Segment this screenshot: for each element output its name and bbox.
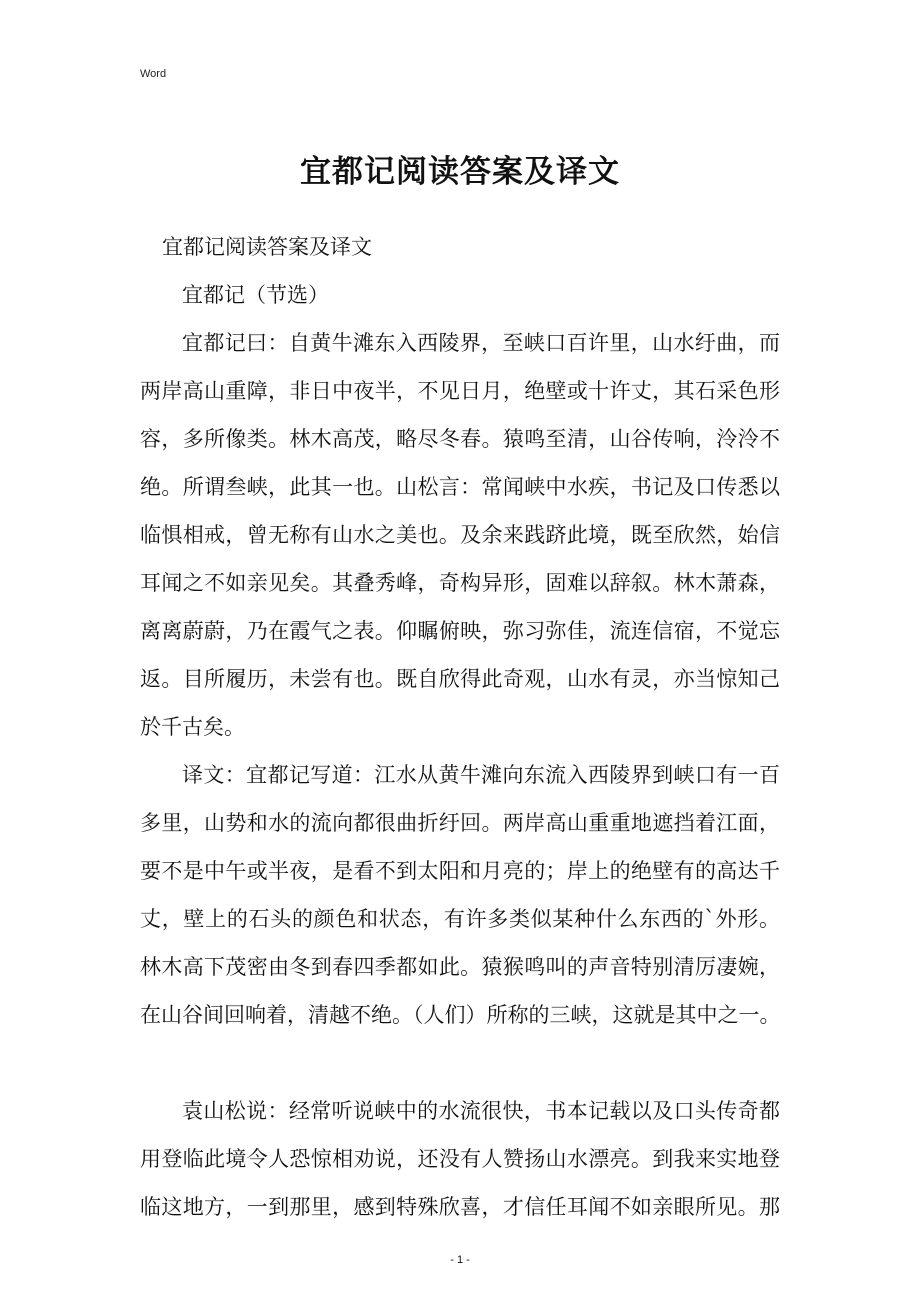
page-number: - 1 -: [450, 1254, 470, 1266]
paragraph-line: 临这地方，一到那里，感到特殊欣喜，才信任耳闻不如亲眼所见。那: [140, 1195, 780, 1219]
document-title: 宜都记阅读答案及译文: [300, 154, 620, 190]
paragraph-line: 耳闻之不如亲见矣。其叠秀峰，奇构异形，固难以辞叙。林木萧森，: [140, 571, 780, 595]
section-title: 宜都记（节选）: [182, 283, 329, 307]
paragraph-line: 多里，山势和水的流向都很曲折纡回。两岸高山重重地遮挡着江面，: [140, 811, 780, 835]
paragraph-line: 返。目所履历，未尝有也。既自欣得此奇观，山水有灵，亦当惊知己: [140, 667, 780, 691]
subtitle: 宜都记阅读答案及译文: [162, 235, 372, 259]
paragraph-line: 在山谷间回响着，清越不绝。（人们）所称的三峡，这就是其中之一。: [140, 1003, 781, 1027]
paragraph-line: 两岸高山重障，非日中夜半，不见日月，绝壁或十许丈，其石采色形: [140, 379, 780, 403]
page-header: Word: [140, 68, 167, 80]
paragraph-line: 离离蔚蔚，乃在霞气之表。仰瞩俯映，弥习弥佳，流连信宿，不觉忘: [140, 619, 780, 643]
paragraph-line: 宜都记曰：自黄牛滩东入西陵界，至峡口百许里，山水纡曲，而: [182, 331, 780, 355]
paragraph-line: 袁山松说：经常听说峡中的水流很快，书本记载以及口头传奇都: [182, 1099, 780, 1123]
paragraph-line: 临惧相戒，曾无称有山水之美也。及余来践跻此境，既至欣然，始信: [140, 523, 780, 547]
paragraph-line: 绝。所谓叁峡，此其一也。山松言：常闻峡中水疾，书记及口传悉以: [140, 475, 780, 499]
paragraph-line: 丈，壁上的石头的颜色和状态，有许多类似某种什么东西的`外形。: [140, 907, 780, 931]
paragraph-line: 容，多所像类。林木高茂，略尽冬春。猿鸣至清，山谷传响，泠泠不: [140, 427, 780, 451]
paragraph-line: 译文：宜都记写道：江水从黄牛滩向东流入西陵界到峡口有一百: [182, 763, 780, 787]
paragraph-line: 林木高下茂密由冬到春四季都如此。猿猴鸣叫的声音特别清厉凄婉，: [140, 955, 780, 979]
paragraph-line: 用登临此境令人恐惊相劝说，还没有人赞扬山水漂亮。到我来实地登: [140, 1147, 780, 1171]
paragraph-line: 於千古矣。: [140, 715, 245, 739]
paragraph-line: 要不是中午或半夜，是看不到太阳和月亮的；岸上的绝壁有的高达千: [140, 859, 780, 883]
